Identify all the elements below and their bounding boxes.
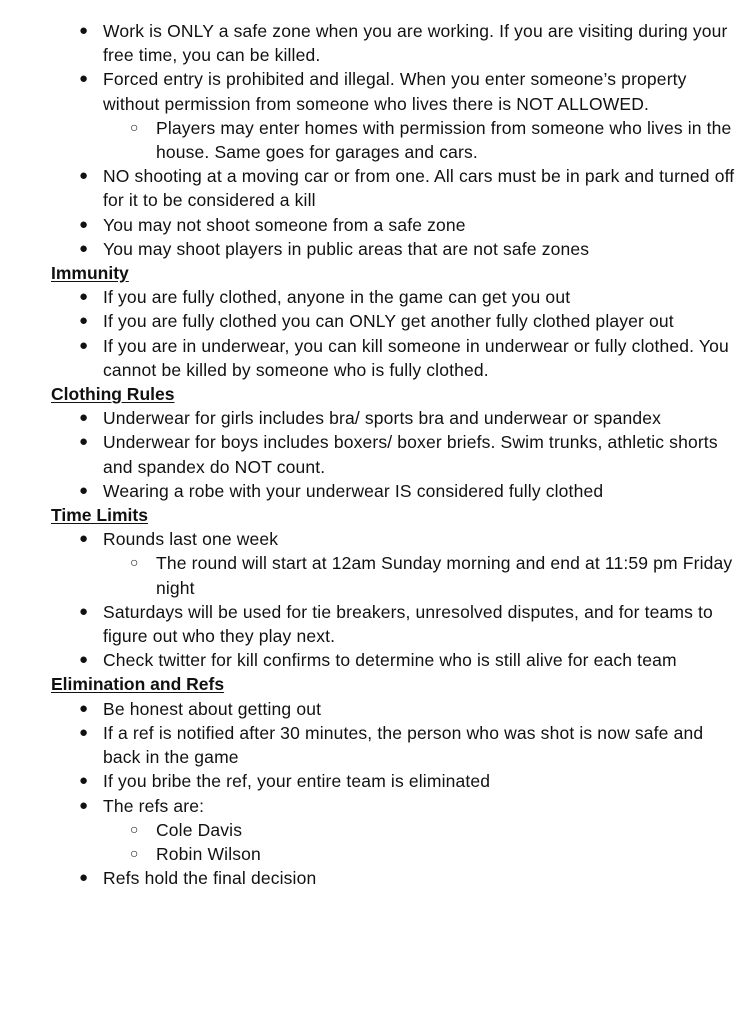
section-list <box>0 527 750 672</box>
section-heading: Clothing Rules <box>51 384 175 405</box>
bullet-icon: ● <box>79 239 89 257</box>
section-list <box>0 285 750 382</box>
list-item <box>0 866 750 890</box>
sections-container <box>0 261 750 890</box>
bullet-icon: ● <box>79 70 89 88</box>
list-item <box>0 67 750 115</box>
list-item-text: If you are fully clothed you can ONLY get another fully clothed player out <box>103 311 674 332</box>
bullet-icon: ● <box>79 651 89 669</box>
bullet-icon: ● <box>79 699 89 717</box>
sub-list-item <box>0 116 750 164</box>
list-item <box>0 527 750 551</box>
sub-list-item <box>0 551 750 599</box>
list-item-text: If you are fully clothed, anyone in the game can get you out <box>103 287 571 308</box>
sub-list <box>0 551 750 599</box>
sub-list-item <box>0 818 750 842</box>
bullet-icon: ● <box>79 433 89 451</box>
bullet-icon: ● <box>79 167 89 185</box>
bullet-icon: ● <box>79 796 89 814</box>
list-item <box>0 237 750 261</box>
list-item-text: You may not shoot someone from a safe zone <box>103 214 466 235</box>
sub-list <box>0 818 750 866</box>
section-heading: Time Limits <box>51 505 148 526</box>
hollow-bullet-icon: ○ <box>130 820 139 837</box>
section-list <box>0 406 750 503</box>
list-item <box>0 479 750 503</box>
sub-list-item <box>0 842 750 866</box>
list-item-text: Saturdays will be used for tie breakers, unresolved disputes, and for teams to figure out who they play next. <box>103 601 713 647</box>
list-item-text: Check twitter for kill confirms to determine who is still alive for each team <box>103 650 677 671</box>
list-item <box>0 697 750 721</box>
hollow-bullet-icon: ○ <box>130 118 139 135</box>
bullet-icon: ● <box>79 312 89 330</box>
list-item-text: You may shoot players in public areas that are not safe zones <box>103 238 590 259</box>
list-item <box>0 600 750 648</box>
bullet-icon: ● <box>79 288 89 306</box>
list-item-text: Forced entry is prohibited and illegal. When you enter someone’s property without permission from someone who lives there is NOT ALLOWED. <box>103 69 687 114</box>
list-item <box>0 19 750 67</box>
bullet-icon: ● <box>79 723 89 741</box>
list-item-text: The refs are: <box>103 795 205 816</box>
sub-list <box>0 116 750 164</box>
bullet-icon: ● <box>79 409 89 427</box>
list-item <box>0 285 750 309</box>
list-item <box>0 164 750 212</box>
list-item <box>0 721 750 769</box>
bullet-icon: ● <box>79 869 89 887</box>
bullet-icon: ● <box>79 215 89 233</box>
intro-rules-list <box>0 19 750 261</box>
list-item <box>0 794 750 818</box>
bullet-icon: ● <box>79 481 89 499</box>
sub-list-item-text: Robin Wilson <box>156 843 261 864</box>
list-item-text: Rounds last one week <box>103 529 279 550</box>
sub-list-item-text: Players may enter homes with permission from someone who lives in the house. Same goes for garages and cars. <box>156 117 732 163</box>
bullet-icon: ● <box>79 602 89 620</box>
bullet-icon: ● <box>79 772 89 790</box>
list-item-text: If you are in underwear, you can kill someone in underwear or fully clothed. You cannot be killed by someone who is fully clothed. <box>103 335 729 380</box>
list-item <box>0 406 750 430</box>
list-item-text: Underwear for girls includes bra/ sports bra and underwear or spandex <box>103 408 661 429</box>
list-item <box>0 213 750 237</box>
list-item-text: If you bribe the ref, your entire team is eliminated <box>103 771 491 792</box>
bullet-icon: ● <box>79 530 89 548</box>
section-heading: Elimination and Refs <box>51 674 225 695</box>
list-item <box>0 769 750 793</box>
list-item-text: Work is ONLY a safe zone when you are working. If you are visiting during your free time, you can be killed. <box>103 21 728 66</box>
bullet-icon: ● <box>79 336 89 354</box>
list-item-text: Wearing a robe with your underwear IS considered fully clothed <box>103 480 604 501</box>
hollow-bullet-icon: ○ <box>130 554 139 571</box>
list-item-text: NO shooting at a moving car or from one. All cars must be in park and turned off for it to be considered a kill <box>103 166 735 211</box>
list-item-text: Refs hold the final decision <box>103 868 317 889</box>
sub-list-item-text: The round will start at 12am Sunday morning and end at 11:59 pm Friday night <box>156 553 733 598</box>
list-item-text: Be honest about getting out <box>103 698 322 719</box>
list-item <box>0 648 750 672</box>
hollow-bullet-icon: ○ <box>130 844 139 861</box>
list-item <box>0 309 750 333</box>
bullet-icon: ● <box>79 22 89 39</box>
list-item <box>0 334 750 382</box>
section-heading: Immunity <box>51 263 129 284</box>
list-item-text: If a ref is notified after 30 minutes, the person who was shot is now safe and back in the game <box>103 722 704 768</box>
sub-list-item-text: Cole Davis <box>156 819 243 840</box>
section-list <box>0 697 750 891</box>
list-item <box>0 430 750 478</box>
list-item-text: Underwear for boys includes boxers/ boxer briefs. Swim trunks, athletic shorts and spandex do NOT count. <box>103 432 718 477</box>
